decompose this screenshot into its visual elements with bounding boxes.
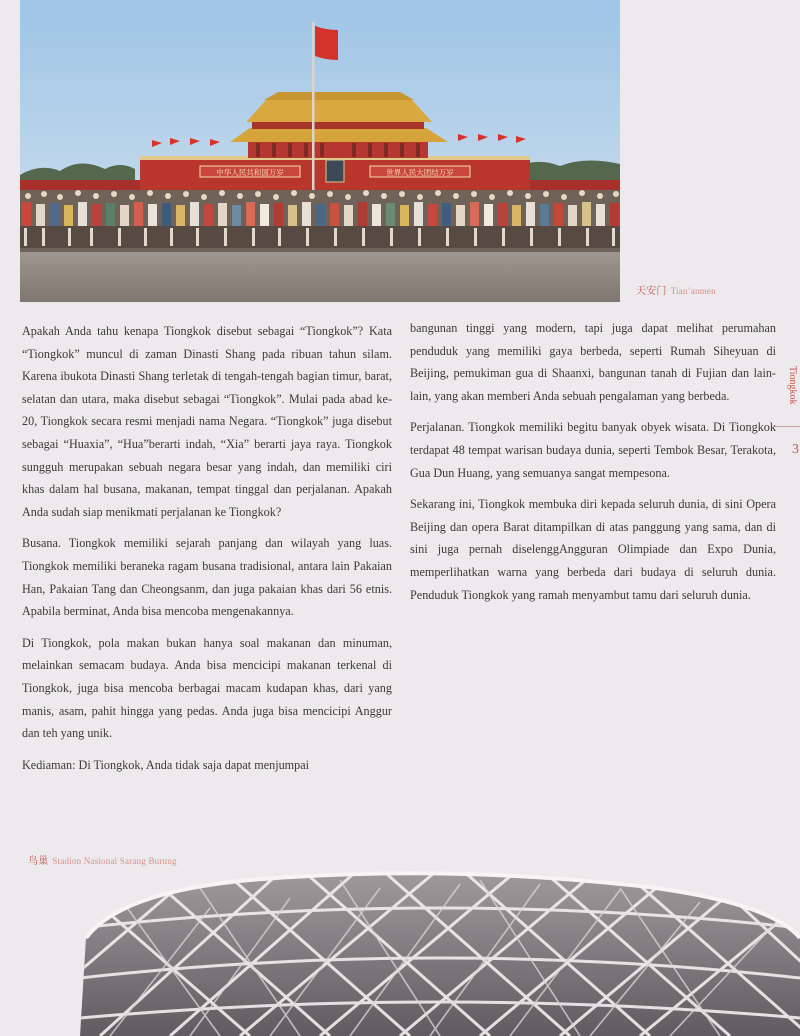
side-divider bbox=[774, 426, 800, 427]
caption-cn: 天安门 bbox=[636, 286, 667, 297]
right-text-column bbox=[410, 317, 776, 615]
paragraph: Apakah Anda tahu kenapa Tiongkok disebut sebagai “Tiongkok”? Kata “Tiongkok” muncul di zaman Dinasti Shang pada ribuan tahun silam. Karena ibukota Dinasti Shang terletak di tengah-tengah bagian timur, barat, selatan dan utara, maka disebut sebagai “Tiongkok”. Mulai pada abad ke-20, Tiongkok secara resmi menjadi nama Negara. “Tiongkok” juga disebut sebagai “Huaxia”, “Hua”berarti indah, “Xia” berarti jaya raya. Tiongkok sungguh merupakan sebuah negara besar yang indah, dan memiliki ciri khas dalam hal busana, makanan, tempat tinggal dan perjalanan. Apakah Anda sudah siap menikmati perjalanan ke Tiongkok? bbox=[22, 324, 392, 519]
caption-en: Stadion Nasional Sarang Burung bbox=[52, 856, 177, 866]
paragraph: bangunan tinggi yang modern, tapi juga dapat melihat perumahan penduduk yang memiliki gaya berbeda, seperti Rumah Siheyuan di Beijing, pemukiman gua di Shaanxi, bangunan tanah di Fujian dan lain-lain, yang akan memberi Anda sebuah pengalaman yang berbeda. bbox=[410, 321, 776, 403]
birds-nest-photo bbox=[80, 868, 800, 1036]
paragraph: Kediaman: Di Tiongkok, Anda tidak saja dapat menjumpai bbox=[22, 757, 310, 772]
caption-en: Tian’anmen bbox=[670, 286, 716, 296]
paragraph: Perjalanan. Tiongkok memiliki begitu banyak obyek wisata. Di Tiongkok terdapat 48 tempat warisan budaya dunia, seperti Tembok Besar, Terakota, Gua Dun Huang, yang semuanya sangat mempesona. bbox=[410, 420, 776, 480]
banner-right-text: 世界人民大团结万岁 bbox=[386, 168, 454, 177]
paragraph: Di Tiongkok, pola makan bukan hanya soal makanan dan minuman, melainkan semacam budaya. Anda bisa mencicipi makanan terkenal di Tiongkok, juga bisa mencoba berbagai macam kudapan khas, dari yang manis, asam, pahit hingga yang pedas. Anda juga bisa mencicipi Anggur dan teh yang unik. bbox=[22, 635, 392, 741]
caption-cn: 鸟巢 bbox=[28, 856, 49, 867]
side-section-label: Tiongkok bbox=[787, 366, 798, 405]
banner-left-text: 中华人民共和国万岁 bbox=[216, 168, 284, 177]
paragraph: Busana. Tiongkok memiliki sejarah panjang dan wilayah yang luas. Tiongkok memiliki beraneka ragam busana tradisional, antara lain Pakaian Han, Pakaian Tang dan Cheongsanm, dan juga pakaian khas dari 56 etnis. Apabila berminat, Anda bisa mencoba mengenakannya. bbox=[22, 536, 392, 619]
paragraph: Sekarang ini, Tiongkok membuka diri kepada seluruh dunia, di sini Opera Beijing dan opera Barat ditampilkan di atas panggung yang sama, dan di sini juga pernah diselenggAngguran Olimpiade dan Expo Dunia, memperlihatkan warna yang berbeda dari budaya di seluruh dunia. Penduduk Tiongkok yang ramah menyambut tamu dari seluruh dunia. bbox=[410, 497, 776, 602]
left-text-column bbox=[22, 320, 392, 785]
birdsnest-caption bbox=[28, 852, 177, 867]
tiananmen-caption bbox=[636, 282, 716, 297]
page-number: 3 bbox=[792, 442, 799, 457]
tiananmen-photo bbox=[20, 0, 620, 302]
